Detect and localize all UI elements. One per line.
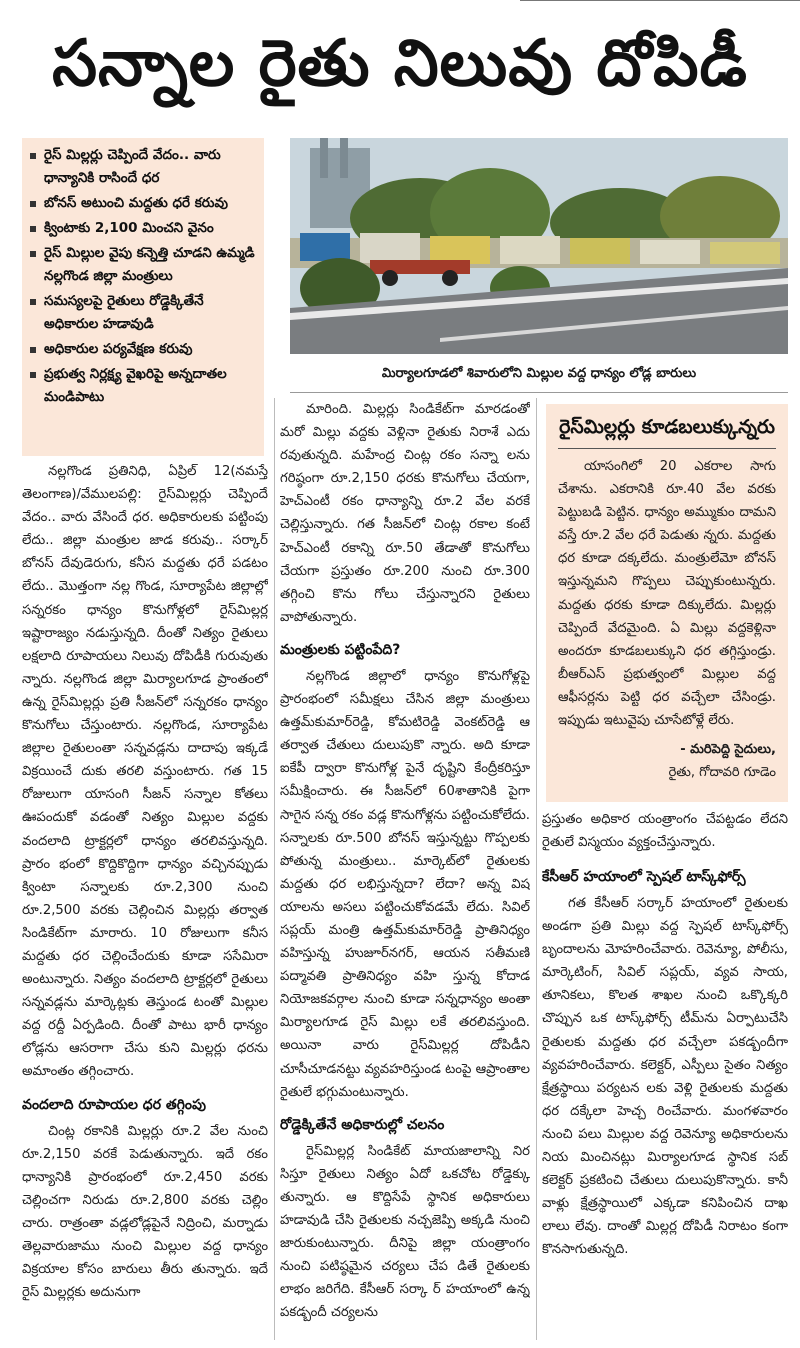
highlight-item: ప్రభుత్వ నిర్లక్ష్య వైఖరిపై అన్నదాతల మండిపాటు (30, 363, 256, 409)
highlight-item: రైస్ మిల్లర్లు చెప్పిందే వేదం.. వారు ధాన్యానికి రాసిందే ధర (30, 144, 256, 190)
quote-title: రైస్‌మిల్లర్లు కూడబలుక్కున్నరు (559, 416, 775, 438)
quote-text: యాసంగిలో 20 ఎకరాల సాగు చేశాను. ఎకరానికి రూ.40 వేల వరకు పెట్టుబడి పెట్టిన. ధాన్యం అమ్ముకుం దామని వస్తే రూ.2 వేల ధరే పెడుతు న్నరు. మద్దతు ధర కూడా దక్కలేదు. మంత్రులేమో బోనస్ ఇస్తున్నమని గొప్పలు చెప్పుకుంటున్నరు. మద్దతు ధరకు కూడా దిక్కులేదు. మిల్లర్లు చెప్పిందే వేదమైంది. ఏ మిల్లు వద్దకెళ్లినా అందరూ కూడబలుక్కుని ధర తగ్గిస్తుండ్రు. బీఆర్ఎస్ ప్రభుత్వంలో మిల్లుల వద్ద ఆఫీసర్లను పెట్టి ధర వచ్చేలా చేసిండ్రు. ఇప్పుడు ఇటువైపు చూసేటోళ్లే లేరు. (558, 459, 776, 729)
paragraph: ప్రస్తుతం అధికార యంత్రాంగం చేపట్టడం లేదని రైతులే విస్మయం వ్యక్తంచేస్తున్నారు. (542, 812, 788, 851)
highlight-item: రైస్ మిల్లుల వైపు కన్నెత్తి చూడని ఉమ్మడి నల్లగొండ జిల్లా మంత్రులు (30, 242, 256, 288)
bullet-icon (30, 201, 36, 207)
bullet-icon (30, 372, 36, 378)
subheading: రోడ్డెక్కితేనే అధికారుల్లో చలనం (280, 1116, 445, 1133)
news-photo (290, 138, 788, 354)
caption-divider (290, 392, 788, 393)
bullet-icon (30, 251, 36, 257)
article-column-1 (22, 460, 268, 1340)
quote-byline-detail: రైతు, గోదావరి గూడెం (668, 765, 776, 781)
subheading: మంత్రులకు పట్టింపేది? (280, 641, 401, 658)
article-column-3-lead (542, 808, 788, 856)
column-divider (274, 398, 275, 1340)
highlight-item: సమస్యలపై రైతులు రోడ్డెక్కితేనే అధికారుల హడావుడి (30, 290, 256, 336)
highlight-item: అధికారుల పర్యవేక్షణ కరువు (30, 338, 256, 361)
photo-caption: మిర్యాలగూడలో శివారులోని మిల్లుల వద్ద ధాన్యం లోడ్ల బారులు (381, 366, 697, 381)
paragraph: గత కేసీఆర్ సర్కార్ హయాంలో రైతులకు అండగా ప్రతి మిల్లు వద్ద స్పెషల్ టాస్క్‌ఫోర్స్ బృందాలను మోహరించేవారు. రెవెన్యూ, పోలీసు, మార్కెటింగ్, సివిల్ సప్లయ్, వ్యవ సాయ, తూనికలు, కొలత శాఖల నుంచి ఒక్కొక్కరి చొప్పున ఒక టాస్క్‌ఫోర్స్ టీమ్‌ను ఏర్పాటుచేసి రైతులకు మద్దతు ధర వచ్చేలా పకడ్బందీగా వ్యవహరించేవారు. కలెక్టర్, ఎస్పీలు సైతం నిత్యం క్షేత్రస్థాయి పర్యటన లకు వెళ్లి రైతులకు మద్దతు ధర దక్కేలా హెచ్చ రించేవారు. మంగళవారం నుంచి పలు మిల్లుల వద్ద రెవెన్యూ అధికారులను నియ మించినట్లు మిర్యాలగూడ స్థానిక సబ్ కలెక్టర్ ప్రకటించి చేతులు దులుపుకొన్నారు. కానీ వాళ్లు క్షేత్రస్థాయిలో ఎక్కడా కనిపించిన దాఖ లాలు లేవు. దాంతో మిల్లర్ల దోపిడీ నిరాటం కంగా కొనసాగుతున్నది. (542, 896, 788, 1258)
article-column-2 (280, 398, 530, 1340)
paragraph: మారింది. మిల్లర్లు సిండికేట్‌గా మారడంతో మరో మిల్లు వద్దకు వెళ్లినా రైతుకు నిరాశే ఎదు రవుతున్నది. మహేంద్ర చింట్ల రకం సన్నా లను గరిష్ఠంగా రూ.2,150 ధరకు కొనుగోలు చేయగా, హెచ్ఎంటీ రకం ధాన్యాన్ని రూ.2 వేల వరకే చెల్లిస్తున్నారు. గత సీజన్‌లో చింట్ల రకాల కంటే హెచ్ఎంటీ రకాన్ని రూ.50 తేడాతో కొనుగోలు చేయగా ప్రస్తుతం రూ.200 నుంచి రూ.300 తగ్గించి కొను గోలు చేస్తున్నారని రైతులు వాపోతున్నారు. (280, 402, 530, 625)
quote-byline: - మరిపెద్ది సైదులు, (680, 742, 776, 758)
headline: సన్నాల రైతు నిలువు దోపిడీ (52, 27, 748, 101)
subheading: వందలాది రూపాయల ధర తగ్గింపు (22, 1096, 206, 1113)
paragraph: చింట్ల రకానికి మిల్లర్లు రూ.2 వేల నుంచి రూ.2,150 వరకే పెడుతున్నారు. ఇదే రకం ధాన్యానికి ప్రారంభంలో రూ.2,450 వరకు చెల్లించగా నిరుడు రూ.2,800 వరకు చెల్లిం చారు. రాత్రంతా వడ్లలోడ్లపైనే నిద్రించి, మర్నాడు తెల్లవారుజాము నుంచి మిల్లుల వద్ద ధాన్యం విక్రయాల కోసం బారులు తీరు తున్నారు. ఇదే రైస్ మిల్లర్లకు అదునుగా (22, 1123, 268, 1301)
article-column-3 (542, 856, 788, 1340)
top-rule (520, 0, 800, 6)
highlights-box (22, 138, 264, 456)
subheading: కేసీఆర్ హయాంలో స్పెషల్ టాస్క్‌ఫోర్స్ (542, 869, 746, 885)
bullet-icon (30, 226, 36, 232)
bullet-icon (30, 347, 36, 353)
highlight-item: బోనస్ అటుంచి మద్దతు ధరే కరువు (30, 192, 256, 215)
highlight-item: క్వింటాకు 2,100 మించని వైనం (30, 217, 256, 240)
bullet-icon (30, 299, 36, 305)
quote-divider (558, 448, 776, 449)
paragraph: నల్లగొండ జిల్లాలో ధాన్యం కొనుగోళ్లపై ప్రారంభంలో సమీక్షలు చేసిన జిల్లా మంత్రులు ఉత్తమ్‌కుమార్‌రెడ్డి, కోమటిరెడ్డి వెంకట్‌రెడ్డి ఆ తర్వాత చేతులు దులుపుకొ న్నారు. అది కూడా ఐకేపీ ద్వారా కొనుగోళ్ల పైనే దృష్టిని కేంద్రీకరిస్తూ సమీక్షించారు. ఈ సీజన్‌లో 60శాతానికి పైగా సాగైన సన్న రకం వడ్ల కొనుగోళ్లను పట్టించుకోలేదు. సన్నాలకు రూ.500 బోనస్ ఇస్తున్నట్టు గొప్పలకు పోతున్న మంత్రులు.. మార్కెట్‌లో రైతులకు మద్దతు ధర లభిస్తున్నదా? లేదా? అన్న విష యాలను అసలు పట్టించుకోవడమే లేదు. సివిల్ సప్లయ్ మంత్రి ఉత్తమ్‌కుమార్‌రెడ్డి ప్రాతినిధ్యం వహిస్తున్న హుజూర్‌నగర్, ఆయన సతీమణి పద్మావతి ప్రాతినిధ్యం వహి స్తున్న కోదాడ నియోజకవర్గాల నుంచి కూడా సన్నధాన్యం అంతా మిర్యాలగూడ రైస్ మిల్లు లకే తరలివస్తుంది. అయినా వారు రైస్‌మిల్లర్ల దోపిడీని చూసీచూడనట్టు వ్యవహరిస్తుండ టంపై ఆప్రాంతాల రైతులే భగ్గుమంటున్నారు. (280, 668, 530, 1100)
photo-illustration (290, 138, 788, 354)
paragraph: నల్లగొండ ప్రతినిధి, ఏప్రిల్ 12(నమస్తే తెలంగాణ)/వేములపల్లి: రైస్‌మిల్లర్లు చెప్పిందే వేదం.. వారు వేసిందే ధర. అధికారులకు పట్టింపు లేదు.. జిల్లా మంత్రుల జాడ కరువు.. సర్కార్ బోనస్ దేవుడెరుగు, కనీస మద్దతు ధరే పడటం లేదు.. మొత్తంగా నల్ల గొండ, సూర్యాపేట జిల్లాల్లో సన్నరకం ధాన్యం కొనుగోళ్లలో రైస్‌మిల్లర్ల ఇష్టారాజ్యం నడుస్తున్నది. దీంతో నిత్యం రైతులు లక్షలాది రూపాయలు నిలువు దోపిడీకి గురువుతు న్నారు. నల్లగొండ జిల్లా మిర్యాలగూడ ప్రాంతంలో ఉన్న రైస్‌మిల్లర్లు ప్రతి సీజన్‌లో సన్నరకం ధాన్యం కొనుగోలు చేస్తుంటారు. నల్లగొండ, సూర్యాపేట జిల్లాల రైతులంతా సన్నవడ్లను దాదాపు ఇక్కడే విక్రయించే దుకు తరలి వస్తుంటారు. గత 15 రోజులుగా యాసంగి సీజన్ సన్నాల కోతలు ఊపందుకో వడంతో నిత్యం మిల్లుల వద్దకు వందలాది ట్రాక్టర్లలో ధాన్యం తరలివస్తున్నది. ప్రారం భంలో కొద్దికొద్దిగా ధాన్యం వచ్చినప్పుడు క్వింటా సన్నాలకు రూ.2,300 నుంచి రూ.2,500 వరకు చెల్లించిన మిల్లర్లు తర్వాత సిండికేట్‌గా మారారు. 10 రోజులుగా కనీస మద్దతు ధర చెల్లించేందుకు కూడా ససేమిరా అంటున్నారు. నిత్యం వందలాది ట్రాక్టర్లలో రైతులు సన్నవడ్లను మార్కెట్లకు తెస్తుండ టంతో మిల్లుల వద్ద రద్దీ ఏర్పడింది. దీంతో పాటు భారీ ధాన్యం లోడ్లను ఆసరాగా చేసు కుని మిల్లర్లు ధరను అమాంతం తగ్గించారు. (22, 464, 268, 1080)
bullet-icon (30, 153, 36, 159)
column-divider (536, 398, 537, 1340)
farmer-quote-box (546, 404, 788, 802)
paragraph: రైస్‌మిల్లర్ల సిండికేట్ మాయజాలాన్ని నిర సిస్తూ రైతులు నిత్యం ఏదో ఒకచోట రోడ్డెక్కు తున్నారు. ఆ కొద్దిసేపే స్థానిక అధికారులు హడావుడి చేసి రైతులకు నచ్చజెప్పి అక్కడి నుంచి జారుకుంటున్నారు. దీనిపై జిల్లా యంత్రాంగం నుంచి పటిష్ఠమైన చర్యలు చేప డితే రైతులకు లాభం జరిగేది. కేసీఆర్ సర్కా ర్ హయాంలో ఉన్న పకడ్బందీ చర్యలను (280, 1143, 530, 1321)
